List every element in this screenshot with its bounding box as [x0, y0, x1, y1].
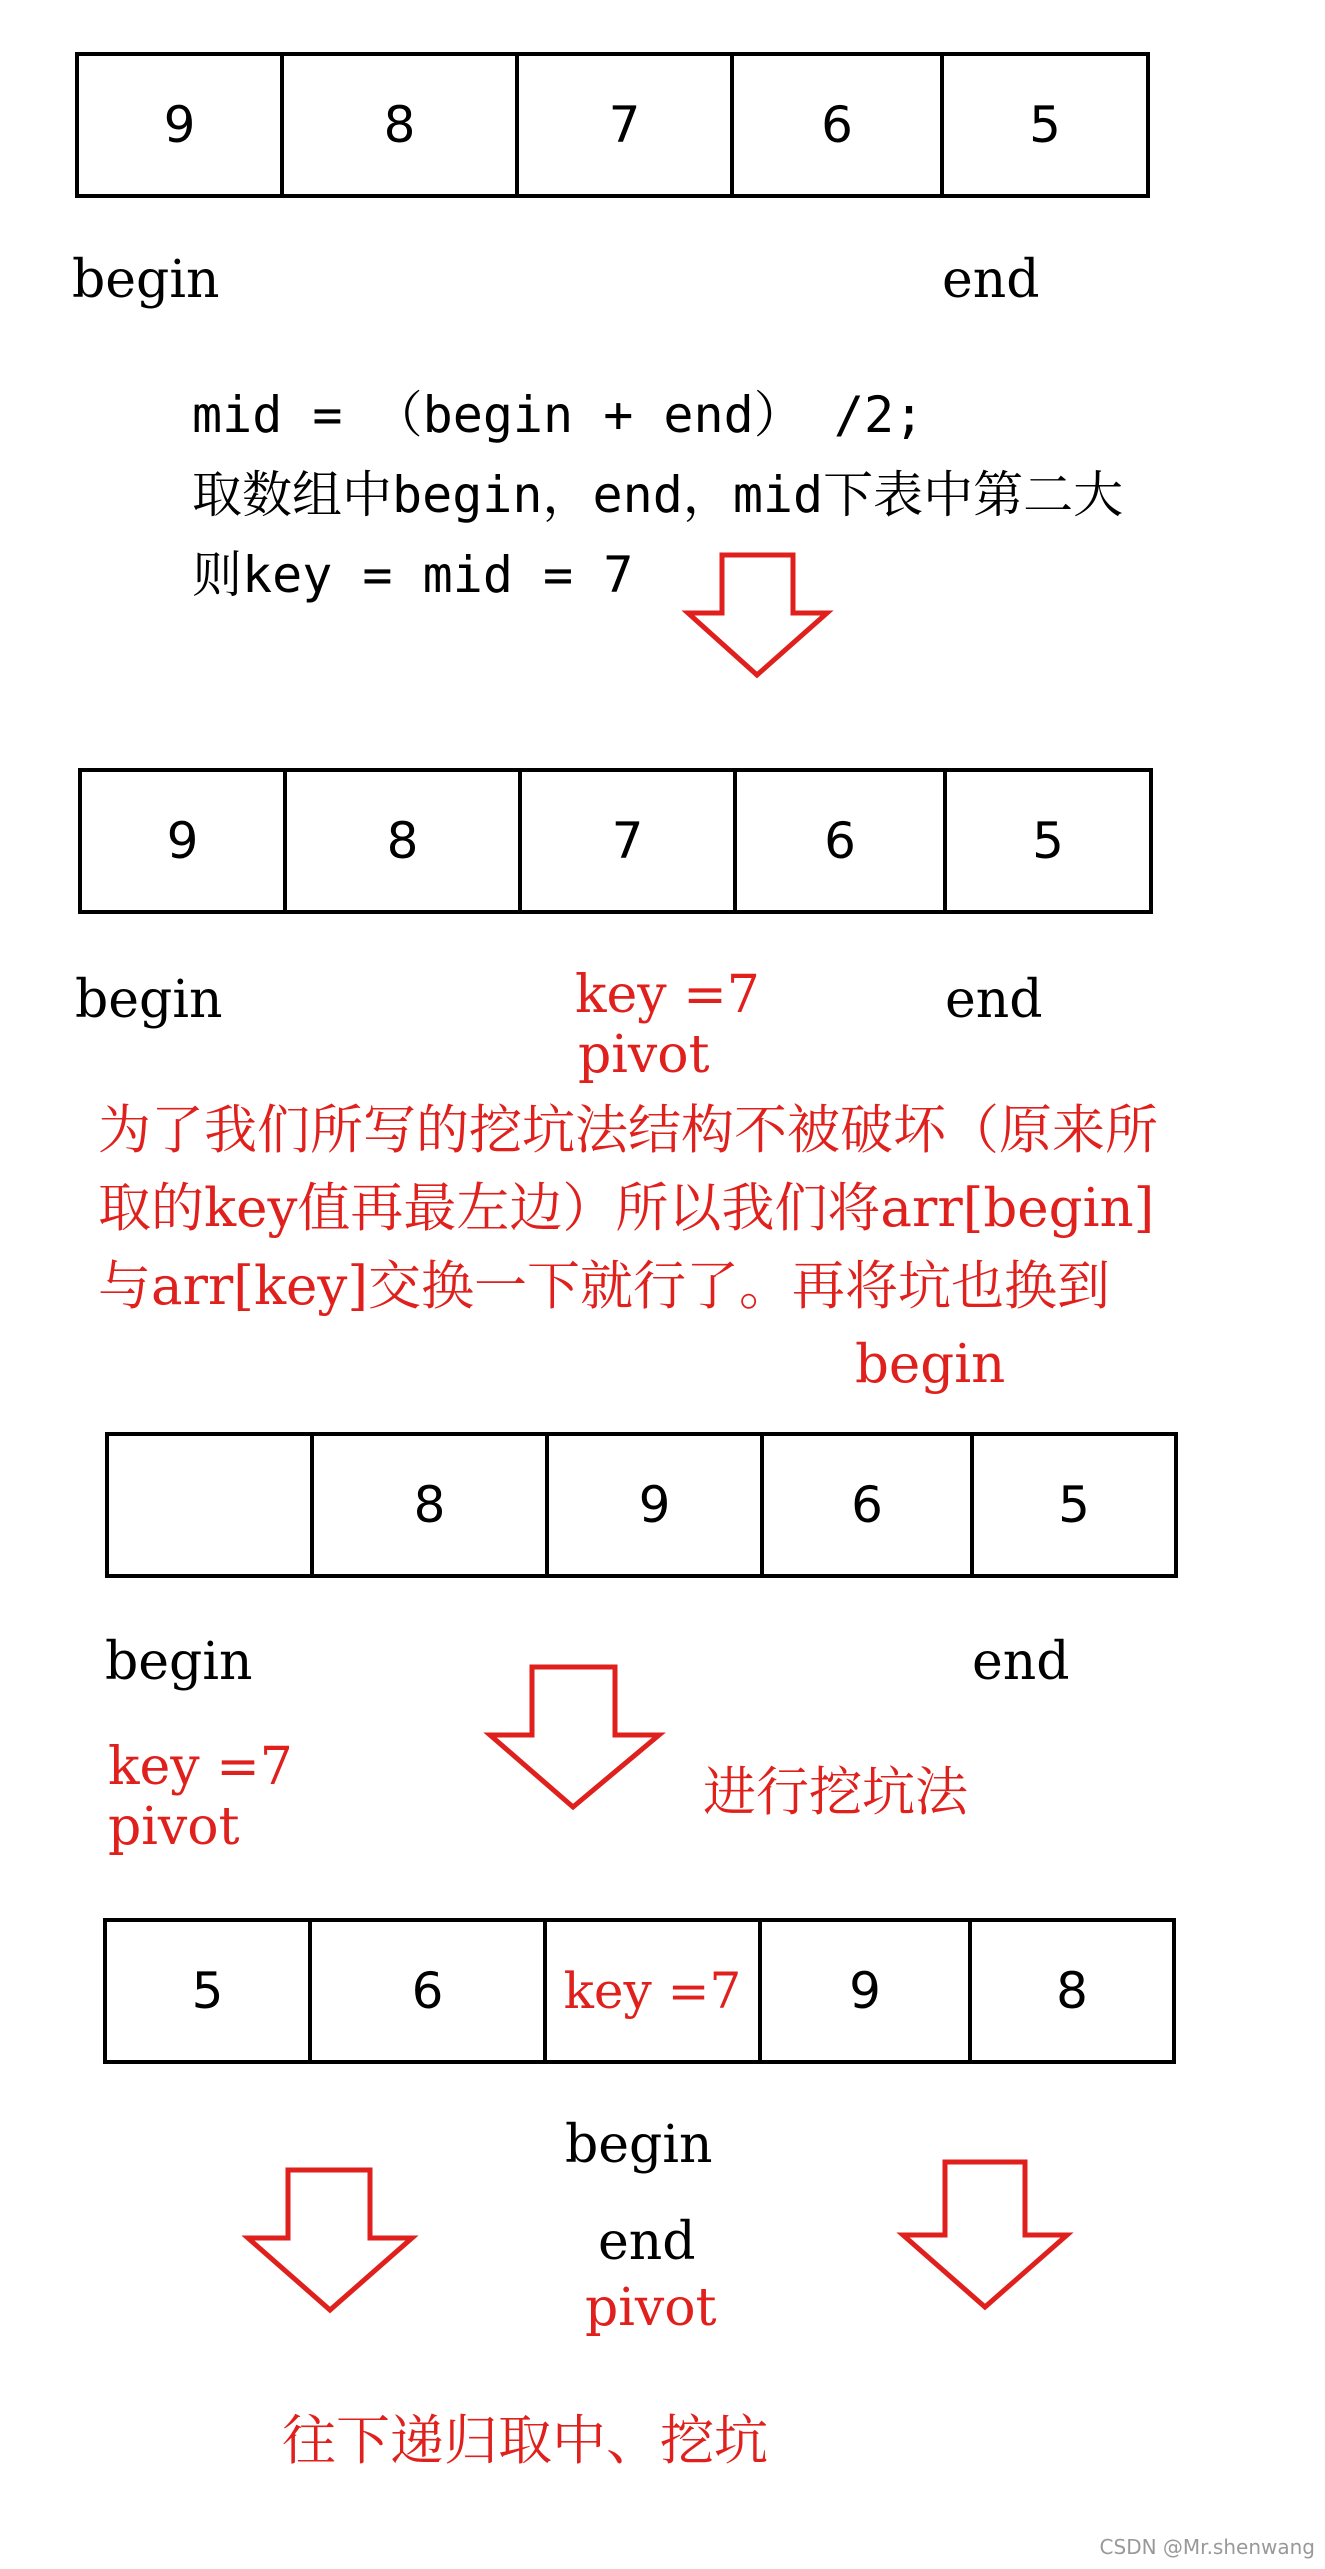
array-row-3	[105, 1432, 1178, 1578]
code-line-key: 则key = mid = 7	[192, 546, 634, 604]
array-cell: 6	[734, 56, 944, 194]
down-arrow-icon	[900, 2160, 1070, 2310]
array-cell: 5	[1032, 812, 1064, 870]
array-cell: 8	[287, 772, 522, 910]
down-arrow-icon	[685, 553, 830, 678]
array-cell: 8	[284, 56, 519, 194]
begin-label: begin	[105, 1632, 253, 1692]
array-cell	[109, 1436, 314, 1574]
code-line-median: 取数组中begin，end，mid下表中第二大	[192, 466, 1124, 524]
code-line-mid: mid = （begin + end） /2;	[192, 386, 925, 444]
array-cell: 7	[522, 772, 737, 910]
array-cell-key: key =7	[547, 1922, 762, 2060]
array-cell: 9	[549, 1436, 764, 1574]
end-label: end	[945, 970, 1043, 1030]
recurse-label: 往下递归取中、挖坑	[282, 2409, 768, 2472]
watermark: CSDN @Mr.shenwang	[1099, 2535, 1315, 2559]
end-label: end	[942, 250, 1040, 310]
array-row-4	[103, 1918, 1176, 2064]
array-row-2	[78, 768, 1153, 914]
array-cell: 9	[762, 1922, 972, 2060]
explanation-line-1: 为了我们所写的挖坑法结构不被破坏（原来所	[98, 1100, 1158, 1161]
array-cell: 8	[1056, 1962, 1088, 2020]
array-cell: 6	[737, 772, 947, 910]
array-cell: 5	[1058, 1476, 1090, 1534]
begin-label: begin	[72, 250, 220, 310]
array-cell: 6	[764, 1436, 974, 1574]
explanation-line-3: 与arr[key]交换一下就行了。再将坑也换到	[98, 1256, 1111, 1317]
dig-hole-method-label: 进行挖坑法	[703, 1762, 968, 1823]
down-arrow-icon	[487, 1665, 662, 1810]
explanation-line-4: begin	[855, 1334, 1006, 1395]
end-label: end	[972, 1632, 1070, 1692]
array-cell: 7	[519, 56, 734, 194]
array-cell: 8	[314, 1436, 549, 1574]
begin-label: begin	[565, 2115, 713, 2175]
key-label: key =7	[108, 1737, 293, 1797]
array-cell: 6	[312, 1922, 547, 2060]
array-cell: 9	[82, 772, 287, 910]
pivot-label: pivot	[108, 1797, 240, 1857]
pivot-label: pivot	[585, 2278, 717, 2338]
pivot-label: pivot	[578, 1025, 710, 1085]
array-cell: 5	[1029, 96, 1061, 154]
key-label: key =7	[575, 965, 760, 1025]
array-cell: 5	[107, 1922, 312, 2060]
explanation-line-2: 取的key值再最左边）所以我们将arr[begin]	[98, 1178, 1155, 1239]
array-cell: 9	[79, 56, 284, 194]
begin-label: begin	[75, 970, 223, 1030]
array-row-1	[75, 52, 1150, 198]
down-arrow-icon	[245, 2168, 415, 2313]
end-label: end	[598, 2212, 696, 2272]
